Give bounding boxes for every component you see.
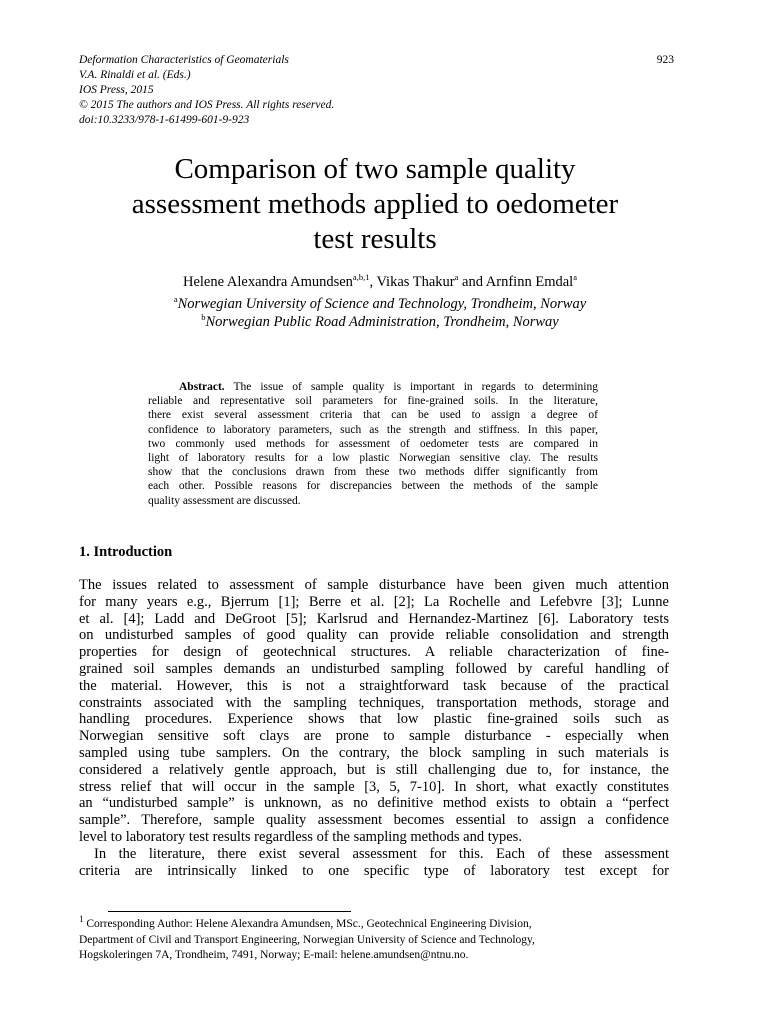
header-line: doi:10.3233/978-1-61499-601-9-923 xyxy=(79,114,250,126)
body-line: on undisturbed samples of good quality can provide reliable consolidation and strength xyxy=(79,627,669,644)
abstract-line: there exist several assessment criteria that can be used to assign a degree of xyxy=(148,409,598,422)
body-line: criteria are intrinsically linked to one specific type of laboratory test except for xyxy=(79,862,669,879)
title-line: assessment methods applied to oedometer xyxy=(131,188,619,220)
author-affiliation-mark: a xyxy=(454,272,459,283)
header-line: V.A. Rinaldi et al. (Eds.) xyxy=(79,69,191,81)
body-line: properties for design of geotechnical structures. A reliable characterization of fine- xyxy=(79,644,669,661)
body-line: handling procedures. Experience shows that low plastic fine-grained soils such as xyxy=(79,711,669,728)
affiliation xyxy=(70,295,690,313)
title-line: test results xyxy=(313,223,437,255)
section-heading: 1. Introduction xyxy=(79,544,173,560)
footnote-line: Department of Civil and Transport Engineering, Norwegian University of Science and Technology, xyxy=(79,933,535,946)
abstract-line: reliable and representative soil parameters for fine-grained soils. In the literature, xyxy=(148,395,598,408)
body-line: Norwegian sensitive soft clays are prone to sample disturbance - especially when xyxy=(79,728,669,745)
running-header xyxy=(79,53,674,128)
body-line: sampled using tube samplers. On the contrary, the block sampling in such materials is xyxy=(79,744,669,761)
abstract-line: each other. Possible reasons for discrepancies between the methods of the sample xyxy=(148,480,598,493)
footnote-mark: 1 xyxy=(79,914,84,925)
affiliation-text: Norwegian Public Road Administration, Trondheim, Norway xyxy=(205,314,559,330)
paper-title xyxy=(70,152,680,257)
abstract-line: show that the conclusions drawn from these two methods differ significantly from xyxy=(148,466,598,479)
author-name: and Arnfinn Emdal xyxy=(458,274,574,290)
body-line: constraints associated with the sampling techniques, transportation methods, storage and xyxy=(79,694,669,711)
body-line: for many years e.g., Bjerrum [1]; Berre et al. [2]; La Rochelle and Lefebvre [3]; Lunne xyxy=(79,593,669,610)
header-line: IOS Press, 2015 xyxy=(79,84,154,96)
body-line: the material. However, this is not a straightforward task because of the practical xyxy=(79,677,669,694)
header-line: Deformation Characteristics of Geomaterials xyxy=(79,54,289,66)
author-name: , Vikas Thakur xyxy=(369,274,455,290)
affiliation-text: Norwegian University of Science and Technology, Trondheim, Norway xyxy=(177,296,587,312)
abstract-line xyxy=(148,380,598,394)
abstract xyxy=(148,380,598,508)
affiliation xyxy=(70,313,690,331)
affiliation-mark: a xyxy=(173,294,178,305)
body-line: stress relief that will occur in the sample [3, 5, 7-10]. In short, what exactly constitutes xyxy=(79,778,669,795)
body-line: considered a relatively gentle approach, but is still challenging due to, for instance, the xyxy=(79,761,669,778)
header-line: © 2015 The authors and IOS Press. All rights reserved. xyxy=(79,99,335,111)
body-line: The issues related to assessment of sample disturbance have been given much attention xyxy=(79,577,669,593)
body-line: an “undisturbed sample” is unknown, as no definitive method exists to obtain a “perfect xyxy=(79,795,669,812)
body-line: sample”. Therefore, sample quality assessment becomes essential to assign a confidence xyxy=(79,812,669,829)
abstract-line: confidence to laboratory parameters, such as the strength and stiffness. In this paper, xyxy=(148,423,598,436)
abstract-line: quality assessment are discussed. xyxy=(148,494,301,507)
footnote-text: Corresponding Author: Helene Alexandra Amundsen, MSc., Geotechnical Engineering Division, xyxy=(83,918,532,930)
body-line: In the literature, there exist several assessment for this. Each of these assessment xyxy=(94,845,669,862)
abstract-text: The issue of sample quality is important in regards to determining xyxy=(224,381,598,393)
author-name: Helene Alexandra Amundsen xyxy=(183,274,353,290)
author-affiliation-mark: a xyxy=(573,272,577,283)
body-line: grained soil samples demands an undisturbed sampling followed by careful handling of xyxy=(79,660,669,677)
section-body xyxy=(79,577,669,879)
body-line: et al. [4]; Ladd and DeGroot [5]; Karlsrud and Hernandez-Martinez [6]. Laboratory tests xyxy=(79,610,669,627)
footnote-line xyxy=(79,914,639,933)
footnote-line: Hogskoleringen 7A, Trondheim, 7491, Norway; E-mail: helene.amundsen@ntnu.no. xyxy=(79,949,469,961)
author-list xyxy=(70,273,690,291)
body-line: level to laboratory test results regardless of the sampling methods and types. xyxy=(79,828,522,845)
abstract-line: light of laboratory results for a low plastic Norwegian sensitive clay. The results xyxy=(148,452,598,465)
footnote xyxy=(79,914,639,964)
page-number: 923 xyxy=(656,54,674,66)
author-affiliation-mark: a,b,1 xyxy=(352,272,370,283)
abstract-label: Abstract. xyxy=(179,381,225,393)
footnote-divider xyxy=(108,911,351,912)
affiliation-mark: b xyxy=(201,312,206,323)
abstract-line: two commonly used methods for assessment of oedometer tests are compared in xyxy=(148,437,598,450)
title-line: Comparison of two sample quality xyxy=(174,153,576,185)
